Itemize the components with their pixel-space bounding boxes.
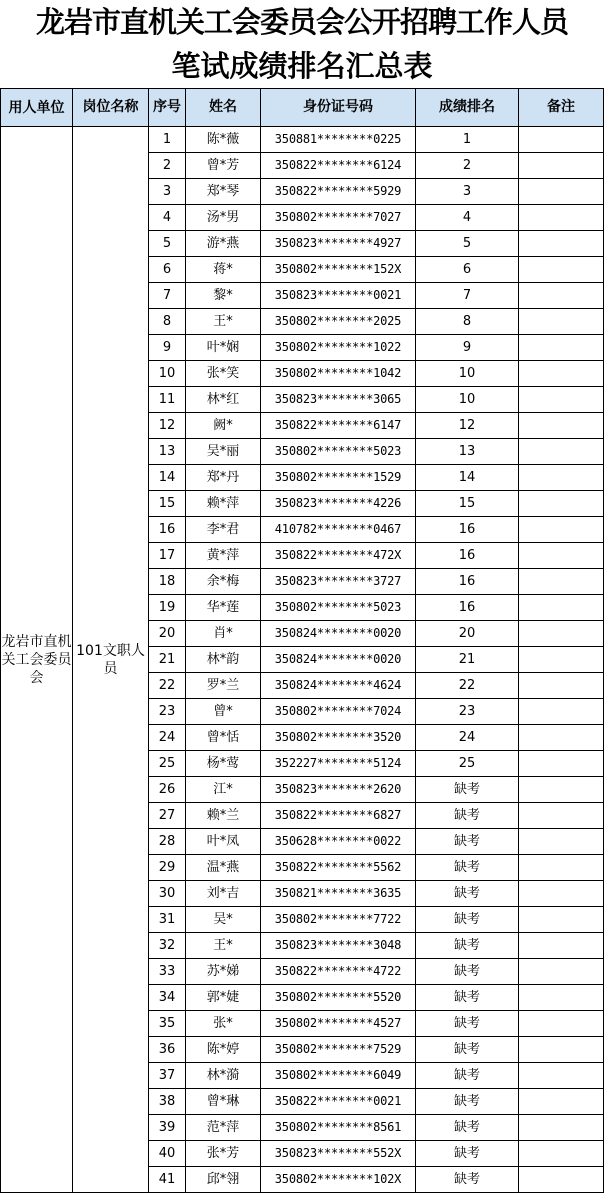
rank-cell: 5 [416,231,519,257]
id-cell: 350802********1042 [261,361,416,387]
seq-cell: 30 [149,881,186,907]
rank-cell: 15 [416,491,519,517]
seq-cell: 21 [149,647,186,673]
id-cell: 350802********7027 [261,205,416,231]
rank-cell: 3 [416,179,519,205]
name-cell: 郑*琴 [186,179,261,205]
seq-cell: 3 [149,179,186,205]
id-cell: 350822********4722 [261,959,416,985]
header-position: 岗位名称 [73,89,149,127]
id-cell: 350822********472X [261,543,416,569]
note-cell [519,491,604,517]
seq-cell: 39 [149,1115,186,1141]
name-cell: 刘*吉 [186,881,261,907]
note-cell [519,257,604,283]
id-cell: 350802********5023 [261,439,416,465]
id-cell: 350823********3727 [261,569,416,595]
rank-cell: 缺考 [416,985,519,1011]
id-cell: 350823********4226 [261,491,416,517]
name-cell: 叶*凤 [186,829,261,855]
name-cell: 郑*丹 [186,465,261,491]
note-cell [519,179,604,205]
id-cell: 350822********5929 [261,179,416,205]
name-cell: 王* [186,933,261,959]
rank-cell: 缺考 [416,1037,519,1063]
rank-cell: 24 [416,725,519,751]
rank-cell: 25 [416,751,519,777]
name-cell: 林*韵 [186,647,261,673]
rank-cell: 缺考 [416,803,519,829]
note-cell [519,751,604,777]
id-cell: 350802********4527 [261,1011,416,1037]
name-cell: 陈*薇 [186,127,261,153]
id-cell: 350802********1022 [261,335,416,361]
seq-cell: 5 [149,231,186,257]
id-cell: 350802********7024 [261,699,416,725]
rank-cell: 10 [416,387,519,413]
rank-cell: 16 [416,595,519,621]
id-cell: 350802********102X [261,1167,416,1193]
name-cell: 李*君 [186,517,261,543]
name-cell: 吴*丽 [186,439,261,465]
note-cell [519,387,604,413]
id-cell: 350822********6124 [261,153,416,179]
note-cell [519,647,604,673]
results-table [0,88,604,1193]
id-cell: 350822********6827 [261,803,416,829]
note-cell [519,465,604,491]
rank-cell: 缺考 [416,1115,519,1141]
seq-cell: 38 [149,1089,186,1115]
seq-cell: 40 [149,1141,186,1167]
name-cell: 曾*芳 [186,153,261,179]
seq-cell: 14 [149,465,186,491]
seq-cell: 6 [149,257,186,283]
name-cell: 范*萍 [186,1115,261,1141]
id-cell: 350802********5520 [261,985,416,1011]
id-cell: 410782********0467 [261,517,416,543]
name-cell: 肖* [186,621,261,647]
name-cell: 罗*兰 [186,673,261,699]
id-cell: 350802********152X [261,257,416,283]
rank-cell: 9 [416,335,519,361]
name-cell: 邱*翎 [186,1167,261,1193]
note-cell [519,907,604,933]
seq-cell: 35 [149,1011,186,1037]
header-unit: 用人单位 [1,89,73,127]
name-cell: 王* [186,309,261,335]
name-cell: 江* [186,777,261,803]
name-cell: 赖*萍 [186,491,261,517]
header-seq: 序号 [149,89,186,127]
rank-cell: 缺考 [416,959,519,985]
name-cell: 杨*莺 [186,751,261,777]
rank-cell: 缺考 [416,933,519,959]
seq-cell: 32 [149,933,186,959]
id-cell: 350824********0020 [261,647,416,673]
seq-cell: 1 [149,127,186,153]
id-cell: 350823********0021 [261,283,416,309]
note-cell [519,803,604,829]
name-cell: 余*梅 [186,569,261,595]
seq-cell: 13 [149,439,186,465]
note-cell [519,517,604,543]
id-cell: 352227********5124 [261,751,416,777]
note-cell [519,569,604,595]
id-cell: 350823********2620 [261,777,416,803]
note-cell [519,1037,604,1063]
rank-cell: 缺考 [416,855,519,881]
seq-cell: 29 [149,855,186,881]
note-cell [519,1141,604,1167]
note-cell [519,673,604,699]
position-cell: 101文职人员 [73,127,149,1193]
name-cell: 曾*琳 [186,1089,261,1115]
name-cell: 苏*娣 [186,959,261,985]
id-cell: 350824********0020 [261,621,416,647]
seq-cell: 9 [149,335,186,361]
rank-cell: 16 [416,517,519,543]
rank-cell: 16 [416,543,519,569]
seq-cell: 15 [149,491,186,517]
note-cell [519,933,604,959]
name-cell: 曾*恬 [186,725,261,751]
note-cell [519,959,604,985]
seq-cell: 24 [149,725,186,751]
seq-cell: 23 [149,699,186,725]
header-row [1,89,604,127]
rank-cell: 8 [416,309,519,335]
rank-cell: 缺考 [416,1011,519,1037]
rank-cell: 22 [416,673,519,699]
id-cell: 350821********3635 [261,881,416,907]
header-name: 姓名 [186,89,261,127]
rank-cell: 缺考 [416,1167,519,1193]
rank-cell: 10 [416,361,519,387]
page-title: 龙岩市直机关工会委员会公开招聘工作人员 [35,5,568,39]
seq-cell: 18 [149,569,186,595]
note-cell [519,595,604,621]
note-cell [519,777,604,803]
seq-cell: 36 [149,1037,186,1063]
seq-cell: 12 [149,413,186,439]
note-cell [519,361,604,387]
seq-cell: 7 [149,283,186,309]
rank-cell: 缺考 [416,1089,519,1115]
id-cell: 350822********5562 [261,855,416,881]
seq-cell: 8 [149,309,186,335]
id-cell: 350822********0021 [261,1089,416,1115]
header-id: 身份证号码 [261,89,416,127]
rank-cell: 缺考 [416,829,519,855]
note-cell [519,985,604,1011]
id-cell: 350802********7529 [261,1037,416,1063]
note-cell [519,1167,604,1193]
note-cell [519,413,604,439]
name-cell: 张*芳 [186,1141,261,1167]
id-cell: 350802********6049 [261,1063,416,1089]
name-cell: 叶*娴 [186,335,261,361]
rank-cell: 6 [416,257,519,283]
seq-cell: 26 [149,777,186,803]
seq-cell: 28 [149,829,186,855]
note-cell [519,621,604,647]
rank-cell: 1 [416,127,519,153]
seq-cell: 33 [149,959,186,985]
id-cell: 350823********3065 [261,387,416,413]
name-cell: 华*莲 [186,595,261,621]
header-note: 备注 [519,89,604,127]
seq-cell: 2 [149,153,186,179]
name-cell: 曾* [186,699,261,725]
rank-cell: 23 [416,699,519,725]
rank-cell: 20 [416,621,519,647]
rank-cell: 2 [416,153,519,179]
name-cell: 吴* [186,907,261,933]
id-cell: 350802********1529 [261,465,416,491]
note-cell [519,1115,604,1141]
name-cell: 林*漪 [186,1063,261,1089]
seq-cell: 19 [149,595,186,621]
id-cell: 350628********0022 [261,829,416,855]
note-cell [519,699,604,725]
rank-cell: 12 [416,413,519,439]
seq-cell: 4 [149,205,186,231]
id-cell: 350802********7722 [261,907,416,933]
note-cell [519,1063,604,1089]
rank-cell: 13 [416,439,519,465]
rank-cell: 21 [416,647,519,673]
id-cell: 350802********3520 [261,725,416,751]
note-cell [519,205,604,231]
note-cell [519,881,604,907]
rank-cell: 14 [416,465,519,491]
id-cell: 350822********6147 [261,413,416,439]
name-cell: 林*红 [186,387,261,413]
note-cell [519,283,604,309]
rank-cell: 7 [416,283,519,309]
seq-cell: 10 [149,361,186,387]
name-cell: 汤*男 [186,205,261,231]
name-cell: 张*笑 [186,361,261,387]
name-cell: 郭*婕 [186,985,261,1011]
unit-cell: 龙岩市直机关工会委员会 [1,127,73,1193]
rank-cell: 缺考 [416,881,519,907]
note-cell [519,335,604,361]
name-cell: 蒋* [186,257,261,283]
name-cell: 张* [186,1011,261,1037]
table-row [1,127,604,153]
note-cell [519,127,604,153]
note-cell [519,543,604,569]
seq-cell: 41 [149,1167,186,1193]
seq-cell: 27 [149,803,186,829]
id-cell: 350823********3048 [261,933,416,959]
id-cell: 350823********4927 [261,231,416,257]
note-cell [519,855,604,881]
name-cell: 游*燕 [186,231,261,257]
rank-cell: 16 [416,569,519,595]
rank-cell: 缺考 [416,777,519,803]
note-cell [519,439,604,465]
name-cell: 黎* [186,283,261,309]
rank-cell: 4 [416,205,519,231]
rank-cell: 缺考 [416,1063,519,1089]
id-cell: 350802********2025 [261,309,416,335]
note-cell [519,153,604,179]
name-cell: 赖*兰 [186,803,261,829]
note-cell [519,1011,604,1037]
header-rank: 成绩排名 [416,89,519,127]
seq-cell: 20 [149,621,186,647]
page-subtitle: 笔试成绩排名汇总表 [171,49,433,83]
id-cell: 350802********5023 [261,595,416,621]
note-cell [519,1089,604,1115]
seq-cell: 17 [149,543,186,569]
id-cell: 350881********0225 [261,127,416,153]
seq-cell: 31 [149,907,186,933]
name-cell: 陈*婷 [186,1037,261,1063]
id-cell: 350802********8561 [261,1115,416,1141]
note-cell [519,309,604,335]
id-cell: 350824********4624 [261,673,416,699]
rank-cell: 缺考 [416,1141,519,1167]
id-cell: 350823********552X [261,1141,416,1167]
note-cell [519,231,604,257]
note-cell [519,829,604,855]
seq-cell: 11 [149,387,186,413]
name-cell: 黄*萍 [186,543,261,569]
seq-cell: 34 [149,985,186,1011]
seq-cell: 37 [149,1063,186,1089]
seq-cell: 25 [149,751,186,777]
note-cell [519,725,604,751]
name-cell: 阙* [186,413,261,439]
name-cell: 温*燕 [186,855,261,881]
seq-cell: 22 [149,673,186,699]
seq-cell: 16 [149,517,186,543]
rank-cell: 缺考 [416,907,519,933]
